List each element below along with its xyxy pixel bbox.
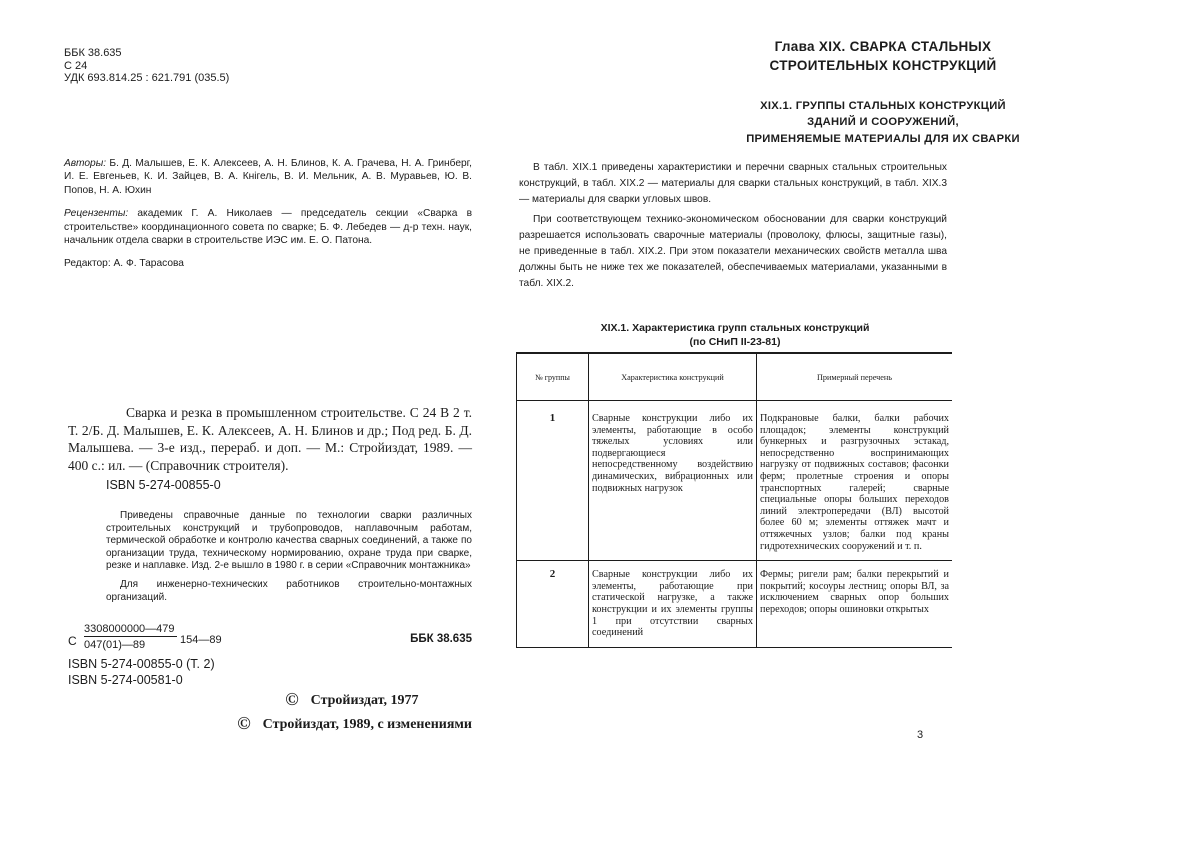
annotation-audience: Для инженерно-технических работников строительно-монтажных организаций. xyxy=(106,578,472,603)
classification-codes xyxy=(64,47,229,85)
table-row xyxy=(517,401,953,561)
page-number: 3 xyxy=(917,729,924,741)
copyright-line-1: © Стройиздат, 1977 xyxy=(285,689,419,709)
author-mark: С 24 xyxy=(64,59,88,72)
paragraph: При соответствующем технико-экономическом обосновании для сварки конструкций разрешается использовать сварочные материалы (проволоку, флюсы, защитные газы), не приведенные в табл. XIX.2. При этом показатели механических свойств металла шва должны быть не ниже тех же показателей, обеспечиваемых материалами, указанными в табл. XIX.2. xyxy=(519,214,947,289)
catalog-entry xyxy=(68,404,472,495)
authors-text: Б. Д. Малышев, Е. К. Алексеев, А. Н. Блинов, К. А. Грачева, Н. А. Гринберг, И. Е. Евгеньев, К. И. Зайцев, В. А. Кнігель, В. И. Мельник, А. В. Муравьев, Ю. В. Попов, Н. А. Юхин xyxy=(64,158,472,196)
catalog-isbn: ISBN 5-274-00855-0 xyxy=(106,478,221,493)
copyright-icon: © xyxy=(285,689,299,709)
publication-code-row xyxy=(68,623,472,659)
publication-code-letter: С xyxy=(68,634,77,648)
group-characteristic: Сварные конструкции либо их элементы, работающие в особо тяжелых условиях или подвергающиеся непосредственному воздействию динамических, вибрационных или подвижных нагрузок xyxy=(589,401,757,561)
bbk-code: ББК 38.635 xyxy=(64,47,122,59)
body-text xyxy=(519,160,947,296)
editor-line: Редактор: А. Ф. Тарасова xyxy=(64,258,184,270)
column-header-list: Примерный перечень xyxy=(757,353,953,401)
reviewers-label: Рецензенты: xyxy=(64,208,129,220)
publication-code-numerator: 3308000000—479 xyxy=(84,623,175,635)
authors-label: Авторы: xyxy=(64,158,107,169)
right-page xyxy=(519,0,1200,849)
publication-code-suffix: 154—89 xyxy=(180,634,222,646)
copyright-icon: © xyxy=(237,713,251,733)
authors-paragraph xyxy=(64,157,472,197)
structures-table xyxy=(516,352,952,648)
reviewers-paragraph xyxy=(64,207,472,247)
catalog-description: Сварка и резка в промышленном строительстве. С 24 В 2 т. Т. 2/Б. Д. Малышев, Е. К. Алексеев, А. Н. Блинов и др.; Под ред. Б. Д. Малышева. — 3-е изд., перераб. и доп. — М.: Стройиздат, 1989. — 400 с.: ил. — (Справочник строителя). xyxy=(68,405,472,473)
copyright-line-2: © Стройиздат, 1989, с изменениями xyxy=(237,713,472,733)
table-row xyxy=(517,561,953,648)
group-number: 2 xyxy=(517,561,589,648)
credits-block xyxy=(64,157,472,281)
annotation xyxy=(106,510,472,610)
copyright-block xyxy=(237,688,472,736)
publication-code-fraction xyxy=(84,623,177,651)
isbn-set: ISBN 5-274-00581-0 xyxy=(68,672,183,687)
table-header-row xyxy=(517,353,953,401)
group-examples: Фермы; ригели рам; балки перекрытий и покрытий; косоуры лестниц; опоры ВЛ, за исключением сварных опор больших переходов; опоры ошиновки открытых xyxy=(757,561,953,648)
group-characteristic: Сварные конструкции либо их элементы, работающие при статической нагрузке, а также конструкции и их элементы группы 1 при отсутствии сварных соединений xyxy=(589,561,757,648)
paragraph: В табл. XIX.1 приведены характеристики и перечни сварных стальных строительных конструкций, в табл. XIX.2 — материалы для сварки стальных конструкций, в табл. XIX.3 — материалы для сварки угловых швов. xyxy=(519,162,947,205)
annotation-text: Приведены справочные данные по технологии сварки различных строительных конструкций и трубопроводов, наплавочным работам, термической обработке и контролю качества сварных соединений, а также по организации труда, техническому нормированию, охране труда при сварке, резке и наплавке. Изд. 2-е вышло в 1980 г. в серии «Справочник монтажника» xyxy=(106,510,472,572)
isbn-volume: ISBN 5-274-00855-0 (Т. 2) xyxy=(68,657,215,671)
reviewers-text: академик Г. А. Николаев — председатель секции «Сварка в строительстве» координационного совета по сварке; Б. Ф. Лебедев — д-р техн. наук, начальник отдела сварки в строительстве ИЭС им. Е. О. Патона. xyxy=(64,208,472,247)
column-header-number: № группы xyxy=(517,353,589,401)
section-title: XIX.1. ГРУППЫ СТАЛЬНЫХ КОНСТРУКЦИЙ ЗДАНИЙ И СООРУЖЕНИЙ, ПРИМЕНЯЕМЫЕ МАТЕРИАЛЫ ДЛЯ ИХ СВАРКИ xyxy=(746,100,1020,145)
bbk-bottom: ББК 38.635 xyxy=(410,633,472,645)
column-header-characteristic: Характеристика конструкций xyxy=(589,353,757,401)
group-number: 1 xyxy=(517,401,589,561)
table-caption: XIX.1. Характеристика групп стальных конструкций (по СНиП II-23-81) xyxy=(600,322,870,348)
isbn-list xyxy=(68,657,215,688)
chapter-title: Глава XIX. СВАРКА СТАЛЬНЫХ СТРОИТЕЛЬНЫХ КОНСТРУКЦИЙ xyxy=(769,39,997,73)
publication-code-denominator: 047(01)—89 xyxy=(84,639,146,651)
group-examples: Подкрановые балки, балки рабочих площадок; элементы конструкций бункерных и разгрузочных эстакад, непосредственно воспринимающих нагрузку от подвижных составов; фасонки ферм; пролетные строения и опоры транспортных галерей; сварные специальные опоры больших переходов линий электропередачи (ВЛ) высотой более 60 м; элементы оттяжек мачт и оттяжечных узлов; балки под краны гидротехнических сооружений и т. п. xyxy=(757,401,953,561)
udc-code: УДК 693.814.25 : 621.791 (035.5) xyxy=(64,72,230,84)
table-container xyxy=(516,352,952,732)
